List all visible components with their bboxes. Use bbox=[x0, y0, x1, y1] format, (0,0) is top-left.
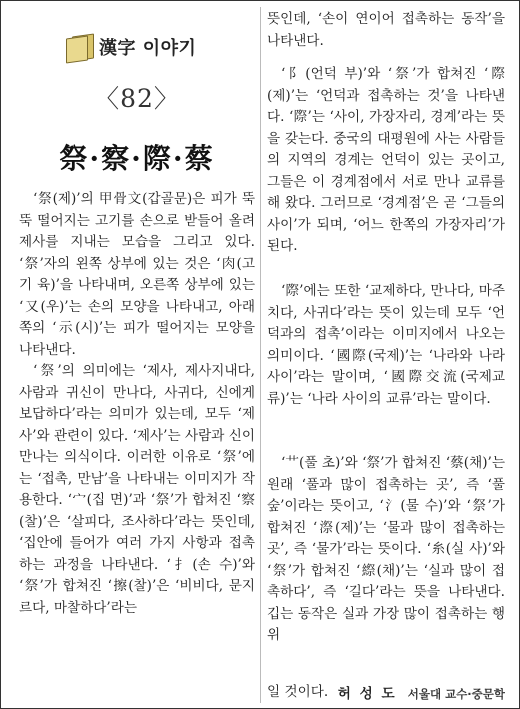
left-column bbox=[19, 1, 255, 708]
author-name: 허 성 도 bbox=[337, 686, 397, 702]
paragraph: ‘阝(언덕 부)’와 ‘祭’가 합쳐진 ‘際(제)’는 ‘언덕과 접촉하는 것’을 나타낸다. ‘際’는 ‘사이, 가장자리, 경계’라는 뜻을 갖는다. 중국의 대평원에 사는 사람들의 지역의 경계는 언덕이 있는 곳이고, 그들은 이 경계점에서 서로 만나 교류를 해 왔다. 그러므로 ‘경계점’은 곧 ‘그들의 사이’가 되며, ‘어느 한쪽의 가장자리’가 된다. bbox=[267, 66, 505, 254]
paragraph: ‘祭(제)’의 甲骨文(갑골문)은 피가 뚝뚝 떨어지는 고기를 손으로 받들어 올려 제사를 지내는 모습을 그리고 있다. ‘祭’자의 왼쪽 상부에 있는 것은 ‘肉(고기 육)’을 나타내며, 오른쪽 상부에 있는 ‘又(우)’는 손의 모양을 나타내고, 아래쪽의 ‘示(시)’는 피가 떨어지는 모양을 나타낸다. bbox=[19, 191, 255, 358]
byline bbox=[267, 682, 505, 702]
closing-text: 일 것이다. bbox=[267, 684, 329, 700]
series-number: 〈82〉 bbox=[94, 84, 180, 113]
paragraph: 뜻인데, ‘손이 연이어 접촉하는 동작’을 나타낸다. bbox=[267, 11, 505, 49]
column-brand bbox=[65, 31, 196, 63]
right-column bbox=[267, 1, 505, 708]
column-title: 漢字 이야기 bbox=[99, 38, 197, 59]
author-affiliation: 서울대 교수·중문학 bbox=[407, 687, 505, 701]
paragraph: ‘祭’의 의미에는 ‘제사, 제사지내다, 사람과 귀신이 만나다, 사귀다, 신에게 보답하다’라는 의미가 있는데, 모두 ‘제사’와 관련이 있다. ‘제사’는 사람과 신이 만나는 의식이다. 이러한 이유로 ‘祭’에는 ‘접촉, 만남’을 나타내는 이미지가 작용한다. ‘宀(집 면)’과 ‘祭’가 합쳐진 ‘察(찰)’은 ‘살피다, 조사하다’라는 뜻인데, ‘집안에 들어가 여러 가지 사항과 접촉하는 과정을 나타낸다. ‘扌(손 수)’와 ‘祭’가 합쳐진 ‘擦(찰)’은 ‘비비다, 문지르다, 마찰하다’라는 bbox=[19, 363, 255, 616]
book-icon bbox=[65, 34, 93, 60]
headline: 祭·察·際·蔡 bbox=[59, 142, 215, 175]
paragraph: ‘艹(풀 초)’와 ‘祭’가 합쳐진 ‘蔡(채)’는 원래 ‘풀과 많이 접촉하는 곳’, 즉 ‘풀 숲’이라는 뜻이고, ‘氵(물 수)’와 ‘祭’가 합쳐진 ‘漈(제)’는 ‘물과 많이 접촉하는 곳’, 즉 ‘물가’라는 뜻이다. ‘糸(실 사)’와 ‘祭’가 합쳐진 ‘縩(채)’는 ‘실과 많이 접촉하다’, 즉 ‘길다’라는 뜻을 나타낸다. 깁는 동작은 실과 가장 많이 접촉하는 행위 bbox=[267, 455, 505, 643]
column-divider bbox=[260, 7, 261, 703]
paragraph: ‘際’에는 또한 ‘교제하다, 만나다, 마주치다, 사귀다’라는 뜻이 있는데 모두 ‘언덕과의 접촉’이라는 이미지에서 나오는 의미이다. ‘國際(국제)’는 ‘나라와 나라 사이’라는 말이며, ‘國際交流(국제교류)’는 ‘나라 사이의 교류’라는 말이다. bbox=[267, 283, 505, 407]
